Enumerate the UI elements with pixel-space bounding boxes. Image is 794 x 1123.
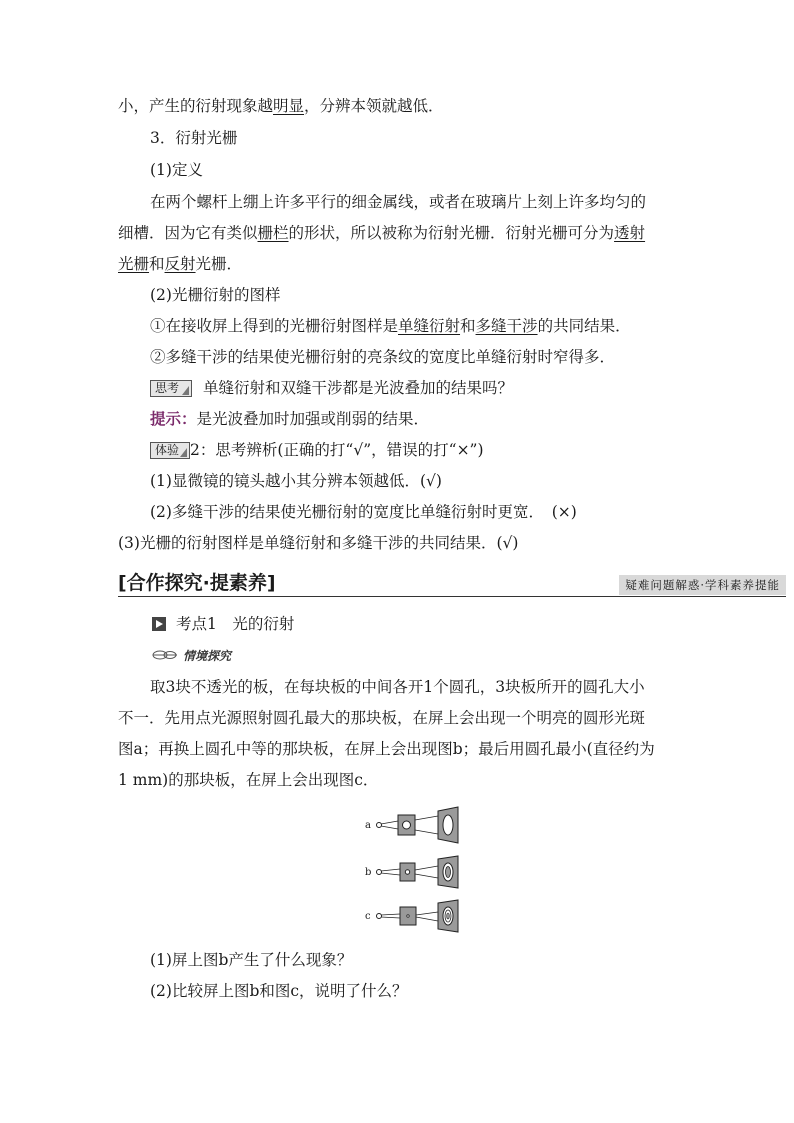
figure-label-a: a bbox=[365, 820, 371, 831]
question-2: (2)比较屏上图b和图c，说明了什么？ bbox=[150, 982, 408, 1000]
hint-text: 是光波叠加时加强或削弱的结果． bbox=[196, 410, 430, 428]
section-header bbox=[118, 566, 786, 597]
section-subtitle: 疑难问题解惑·学科素养提能 bbox=[619, 575, 786, 595]
hint-row bbox=[150, 409, 429, 429]
judge-item-1: (1)显微镜的镜头越小其分辨本领越低．(√) bbox=[150, 472, 442, 490]
text-line: 小，产生的衍射现象越明显，分辨本领就越低． bbox=[118, 97, 444, 115]
play-triangle-icon bbox=[152, 617, 166, 631]
text-line: 在两个螺杆上绷上许多平行的细金属线，或者在玻璃片上刻上许多均匀的 bbox=[150, 193, 647, 211]
think-row bbox=[150, 378, 513, 398]
section-title: [合作探究·提素养] bbox=[118, 572, 276, 594]
paragraph-line: 取3块不透光的板，在每块板的中间各开1个圆孔，3块板所开的圆孔大小 bbox=[150, 678, 645, 696]
diffraction-setup-diagram bbox=[360, 803, 470, 933]
text-line: ①在接收屏上得到的光栅衍射图样是单缝衍射和多缝干涉的共同结果． bbox=[150, 317, 631, 335]
leaf-ornament-icon bbox=[152, 649, 178, 661]
point-heading: 考点1 光的衍射 bbox=[152, 614, 294, 634]
text-line: 细槽．因为它有类似栅栏的形状，所以被称为衍射光栅．衍射光栅可分为透射 bbox=[118, 224, 646, 242]
diffraction-figure bbox=[360, 803, 470, 933]
think-question: 单缝衍射和双缝干涉都是光波叠加的结果吗？ bbox=[202, 379, 513, 397]
experience-row: 体验 2：思考辨析(正确的打“√”，错误的打“×”) bbox=[150, 440, 484, 460]
think-tag: 思考 bbox=[150, 380, 192, 397]
judge-item-3: (3)光栅的衍射图样是单缝衍射和多缝干涉的共同结果．(√) bbox=[118, 534, 519, 552]
paragraph-line: 1 mm)的那块板，在屏上会出现图c． bbox=[118, 771, 379, 789]
figure-label-c: c bbox=[365, 911, 371, 922]
judge-item-2: (2)多缝干涉的结果使光栅衍射的宽度比单缝衍射时更宽． (×) bbox=[150, 503, 577, 521]
figure-label-b: b bbox=[365, 867, 372, 878]
subheading-definition: (1)定义 bbox=[150, 161, 203, 179]
scenario-heading: 情境探究 bbox=[152, 645, 231, 666]
question-1: (1)屏上图b产生了什么现象？ bbox=[150, 951, 353, 969]
subheading-pattern: (2)光栅衍射的图样 bbox=[150, 286, 281, 304]
text-line: ②多缝干涉的结果使光栅衍射的亮条纹的宽度比单缝衍射时窄得多． bbox=[150, 348, 616, 366]
text-line: 光栅和反射光栅． bbox=[118, 255, 243, 273]
paragraph-line: 图a；再换上圆孔中等的那块板，在屏上会出现图b；最后用圆孔最小(直径约为 bbox=[118, 740, 655, 758]
hint-label: 提示： bbox=[150, 409, 197, 428]
heading-diffraction-grating: 3．衍射光栅 bbox=[150, 129, 238, 147]
paragraph-line: 不一．先用点光源照射圆孔最大的那块板，在屏上会出现一个明亮的圆形光斑 bbox=[118, 709, 646, 727]
experience-tag: 体验 bbox=[150, 442, 190, 459]
